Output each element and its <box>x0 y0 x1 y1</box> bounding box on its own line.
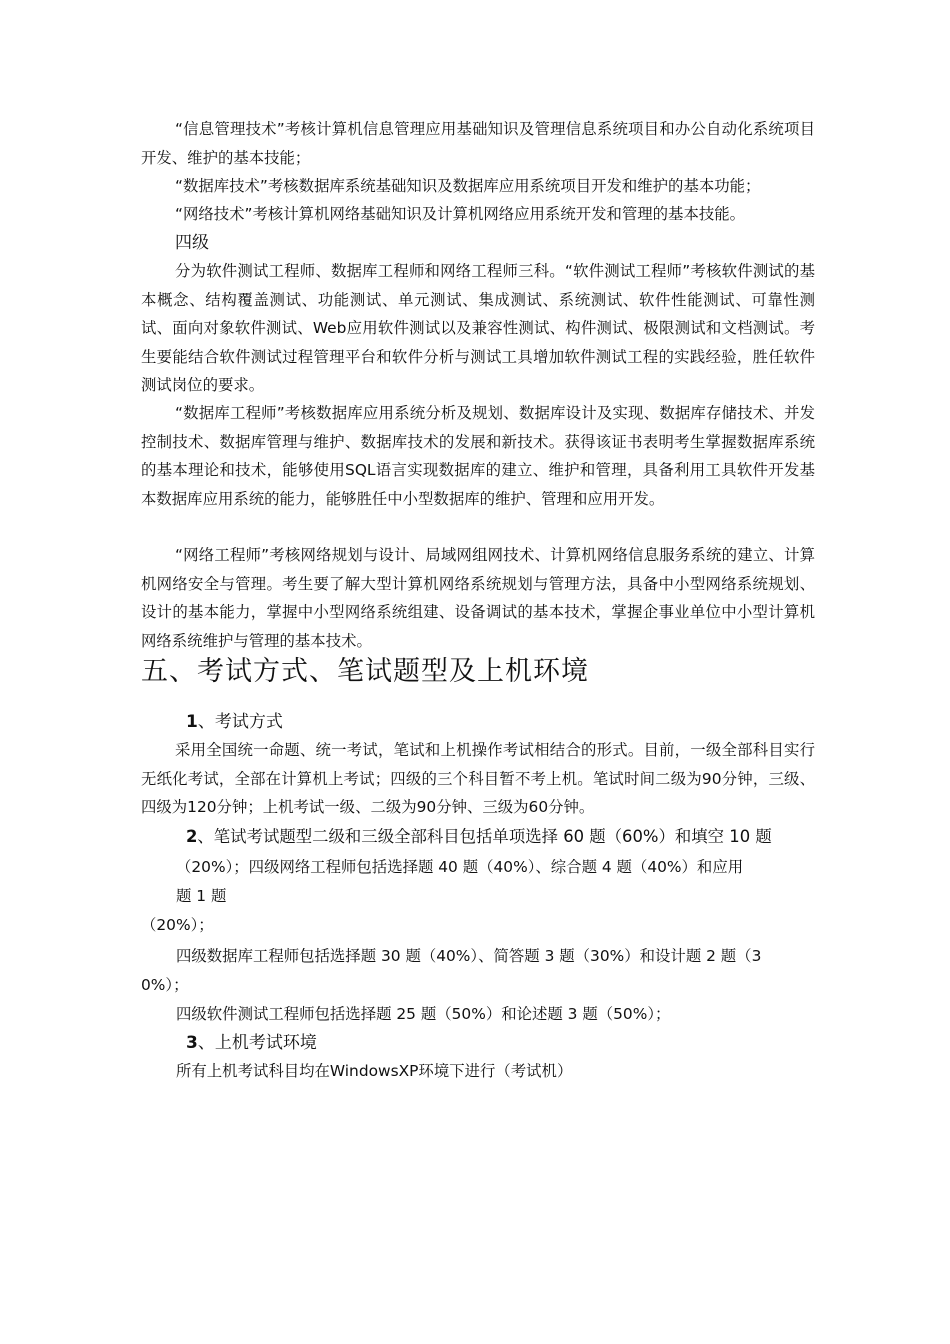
paragraph-computer-exam-environment: 所有上机考试科目均在WindowsXP环境下进行（考试机） <box>176 1062 573 1080</box>
subsection-2-line3: 题 1 题 <box>176 887 227 905</box>
level4-heading: 四级 <box>175 233 209 253</box>
subsection-2-number: 2 <box>186 827 198 846</box>
section-5-heading: 五、考试方式、笔试题型及上机环境 <box>141 656 589 687</box>
subsection-1-number: 1 <box>186 712 198 732</box>
subsection-2-line1-text: 、笔试考试题型二级和三级全部科目包括单项选择 60 题（60%）和填空 10 题 <box>197 827 772 846</box>
subsection-2-line5: 四级数据库工程师包括选择题 30 题（40%）、简答题 3 题（30%）和设计题 2 题（3 <box>176 947 762 965</box>
subsection-3-number: 3 <box>186 1033 198 1053</box>
subsection-1-heading <box>176 708 283 736</box>
subsection-2-line2: （20%）；四级网络工程师包括选择题 40 题（40%）、综合题 4 题（40%）和应用 <box>176 858 744 876</box>
paragraph-database-tech: “数据库技术”考核数据库系统基础知识及数据库应用系统项目开发和维护的基本功能； <box>175 177 761 195</box>
subsection-3-title: 、上机考试环境 <box>197 1033 317 1053</box>
paragraph-level4-network-engineer: “网络工程师”考核网络规划与设计、局域网组网技术、计算机网络信息服务系统的建立、计算机网络安全与管理。考生要了解大型计算机网络系统规划与管理方法，具备中小型网络系统规划、设计的基本能力，掌握中小型网络系统组建、设备调试的基本技术，掌握企事业单位中小型计算机网络系统维护与管理的基本技术。 <box>141 546 815 650</box>
paragraph-level4-software-test: 分为软件测试工程师、数据库工程师和网络工程师三科。“软件测试工程师”考核软件测试的基本概念、结构覆盖测试、功能测试、单元测试、集成测试、系统测试、软件性能测试、可靠性测试、面向对象软件测试、Web应用软件测试以及兼容性测试、构件测试、极限测试和文档测试。考生要能结合软件测试过程管理平台和软件分析与测试工具增加软件测试工程的实践经验，胜任软件测试岗位的要求。 <box>141 262 815 394</box>
paragraph-exam-method: 采用全国统一命题、统一考试，笔试和上机操作考试相结合的形式。目前，一级全部科目实行无纸化考试，全部在计算机上考试；四级的三个科目暂不考上机。笔试时间二级为90分钟，三级、四级为120分钟；上机考试一级、二级为90分钟、三级为60分钟。 <box>141 741 815 816</box>
subsection-2-line7: 四级软件测试工程师包括选择题 25 题（50%）和论述题 3 题（50%）； <box>176 1005 671 1023</box>
subsection-2-line1 <box>186 823 772 851</box>
paragraph-info-management: “信息管理技术”考核计算机信息管理应用基础知识及管理信息系统项目和办公自动化系统项目开发、维护的基本技能； <box>141 120 815 167</box>
subsection-1-title: 、考试方式 <box>197 712 283 732</box>
paragraph-network-tech: “网络技术”考核计算机网络基础知识及计算机网络应用系统开发和管理的基本技能。 <box>175 205 746 223</box>
subsection-2-line4: （20%）； <box>141 916 214 934</box>
subsection-3-heading <box>176 1029 317 1057</box>
subsection-2-line6: 0%）； <box>141 976 189 994</box>
paragraph-level4-database-engineer: “数据库工程师”考核数据库应用系统分析及规划、数据库设计及实现、数据库存储技术、并发控制技术、数据库管理与维护、数据库技术的发展和新技术。获得该证书表明考生掌握数据库系统的基本理论和技术，能够使用SQL语言实现数据库的建立、维护和管理，具备利用工具软件开发基本数据库应用系统的能力，能够胜任中小型数据库的维护、管理和应用开发。 <box>141 404 815 508</box>
